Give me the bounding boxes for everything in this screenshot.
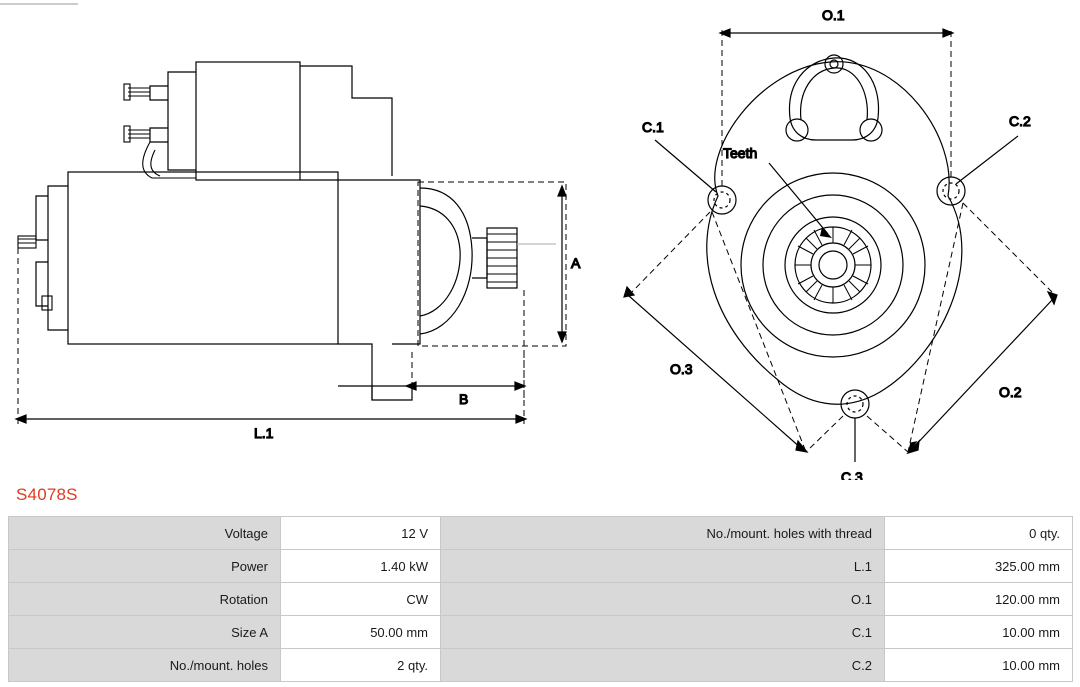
spec-label: No./mount. holes with thread — [441, 517, 885, 550]
table-row — [9, 649, 1073, 682]
leader-c1 — [655, 140, 716, 192]
dimension-label-b: B — [459, 391, 469, 407]
dimension-label-o2: O.2 — [999, 384, 1022, 400]
spec-label: L.1 — [441, 550, 885, 583]
dimension-label-c3: C.3 — [841, 469, 863, 480]
spec-label: Rotation — [9, 583, 281, 616]
spec-label: O.1 — [441, 583, 885, 616]
spec-label: Power — [9, 550, 281, 583]
dimension-o2-line — [908, 292, 1057, 453]
spec-label: No./mount. holes — [9, 649, 281, 682]
spec-label: Voltage — [9, 517, 281, 550]
dimension-label-o1: O.1 — [822, 7, 845, 23]
spec-label: Size A — [9, 616, 281, 649]
spec-value: 325.00 mm — [885, 550, 1073, 583]
leader-c2 — [956, 136, 1018, 184]
table-row — [9, 616, 1073, 649]
dimension-label-o3: O.3 — [670, 361, 693, 377]
spec-value: 2 qty. — [281, 649, 441, 682]
spec-label: C.1 — [441, 616, 885, 649]
spec-label: C.2 — [441, 649, 885, 682]
dimension-l1-line — [16, 415, 526, 423]
spec-value: 0 qty. — [885, 517, 1073, 550]
specifications-table — [8, 516, 1073, 682]
dimension-o3-line — [624, 287, 807, 452]
dimension-a-line — [558, 186, 566, 342]
table-row — [9, 583, 1073, 616]
spec-value: 10.00 mm — [885, 616, 1073, 649]
part-code: S4078S — [16, 485, 78, 504]
starter-mounting-front-view — [624, 7, 1057, 480]
spec-value: 120.00 mm — [885, 583, 1073, 616]
spec-value: 1.40 kW — [281, 550, 441, 583]
spec-value: 12 V — [281, 517, 441, 550]
dimension-label-c1: C.1 — [642, 119, 664, 135]
dimension-label-teeth: Teeth — [723, 145, 758, 161]
spec-value: 10.00 mm — [885, 649, 1073, 682]
table-row — [9, 550, 1073, 583]
dimension-label-a: A — [571, 255, 581, 271]
dimension-label-l1: L.1 — [254, 425, 274, 441]
dimension-b-line — [406, 382, 525, 390]
dimension-o1-line — [720, 29, 953, 37]
mount-hole-c1 — [708, 186, 736, 214]
table-row — [9, 517, 1073, 550]
starter-side-view — [0, 4, 581, 441]
spec-value: 50.00 mm — [281, 616, 441, 649]
spec-value: CW — [281, 583, 441, 616]
dimension-label-c2: C.2 — [1009, 113, 1031, 129]
